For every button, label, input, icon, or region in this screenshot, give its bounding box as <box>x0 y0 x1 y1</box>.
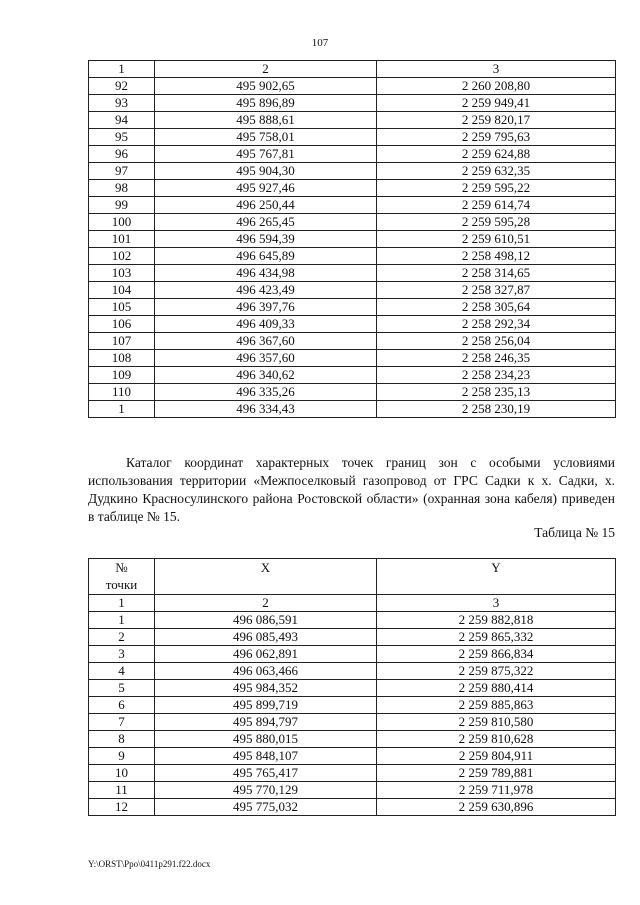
x-coordinate-cell: 496 265,45 <box>155 214 377 231</box>
x-coordinate-cell: 495 767,81 <box>155 146 377 163</box>
table-row <box>89 782 616 799</box>
table-row <box>89 629 616 646</box>
table-row <box>89 350 616 367</box>
table-row <box>89 146 616 163</box>
x-coordinate-cell: 496 250,44 <box>155 197 377 214</box>
point-number-cell: 93 <box>89 95 155 112</box>
x-coordinate-cell: 496 062,891 <box>155 646 377 663</box>
point-number-cell: 94 <box>89 112 155 129</box>
x-coordinate-cell: 496 085,493 <box>155 629 377 646</box>
y-coordinate-cell: 2 259 789,881 <box>377 765 616 782</box>
table-row <box>89 129 616 146</box>
y-coordinate-cell: 2 258 256,04 <box>377 333 616 350</box>
y-coordinate-cell: 2 260 208,80 <box>377 78 616 95</box>
x-coordinate-cell: 495 984,352 <box>155 680 377 697</box>
y-coordinate-cell: 2 259 632,35 <box>377 163 616 180</box>
table-row <box>89 367 616 384</box>
y-coordinate-cell: 2 259 866,834 <box>377 646 616 663</box>
point-number-cell: 97 <box>89 163 155 180</box>
y-coordinate-cell: 2 258 234,23 <box>377 367 616 384</box>
point-number-header <box>89 559 155 595</box>
point-number-cell: 96 <box>89 146 155 163</box>
coordinates-table-continued <box>88 60 616 418</box>
x-coordinate-cell: 495 902,65 <box>155 78 377 95</box>
y-coordinate-cell: 2 258 246,35 <box>377 350 616 367</box>
point-number-cell: 8 <box>89 731 155 748</box>
x-coordinate-cell: 496 367,60 <box>155 333 377 350</box>
y-coordinate-cell: 2 258 305,64 <box>377 299 616 316</box>
y-coordinate-cell: 2 259 804,911 <box>377 748 616 765</box>
point-number-header-line1: № <box>115 560 128 575</box>
x-coordinate-cell: 496 335,26 <box>155 384 377 401</box>
col-index-1: 1 <box>89 61 155 78</box>
y-coordinate-cell: 2 259 610,51 <box>377 231 616 248</box>
table-row <box>89 646 616 663</box>
y-coordinate-cell: 2 258 327,87 <box>377 282 616 299</box>
table-row <box>89 197 616 214</box>
point-number-cell: 99 <box>89 197 155 214</box>
x-coordinate-cell: 496 397,76 <box>155 299 377 316</box>
y-header: Y <box>377 559 616 595</box>
table-row <box>89 799 616 816</box>
y-coordinate-cell: 2 259 949,41 <box>377 95 616 112</box>
x-coordinate-cell: 495 848,107 <box>155 748 377 765</box>
footer-file-path: Y:\ORST\Ppo\0411p291.f22.docx <box>88 859 211 869</box>
y-coordinate-cell: 2 259 880,414 <box>377 680 616 697</box>
point-number-cell: 11 <box>89 782 155 799</box>
table-body <box>89 612 616 816</box>
y-coordinate-cell: 2 259 595,28 <box>377 214 616 231</box>
point-number-cell: 9 <box>89 748 155 765</box>
y-coordinate-cell: 2 259 810,580 <box>377 714 616 731</box>
table-index-row <box>89 595 616 612</box>
table-row <box>89 401 616 418</box>
table-row <box>89 282 616 299</box>
table-row <box>89 231 616 248</box>
table-header-row <box>89 61 616 78</box>
x-coordinate-cell: 495 904,30 <box>155 163 377 180</box>
table-row <box>89 316 616 333</box>
page-number: 107 <box>311 37 329 49</box>
x-coordinate-cell: 495 770,129 <box>155 782 377 799</box>
point-number-cell: 105 <box>89 299 155 316</box>
x-coordinate-cell: 496 357,60 <box>155 350 377 367</box>
point-number-cell: 1 <box>89 612 155 629</box>
point-number-cell: 108 <box>89 350 155 367</box>
point-number-cell: 100 <box>89 214 155 231</box>
y-coordinate-cell: 2 259 865,332 <box>377 629 616 646</box>
table-caption: Таблица № 15 <box>534 525 615 540</box>
col-index-2: 2 <box>155 595 377 612</box>
x-coordinate-cell: 496 423,49 <box>155 282 377 299</box>
x-header: X <box>155 559 377 595</box>
table-row <box>89 697 616 714</box>
table-row <box>89 333 616 350</box>
point-number-header-line2: точки <box>105 577 138 592</box>
table-row <box>89 299 616 316</box>
point-number-cell: 5 <box>89 680 155 697</box>
col-index-1: 1 <box>89 595 155 612</box>
table-row <box>89 95 616 112</box>
table-row <box>89 265 616 282</box>
point-number-cell: 1 <box>89 401 155 418</box>
point-number-cell: 98 <box>89 180 155 197</box>
x-coordinate-cell: 496 409,33 <box>155 316 377 333</box>
y-coordinate-cell: 2 259 595,22 <box>377 180 616 197</box>
x-coordinate-cell: 495 896,89 <box>155 95 377 112</box>
table-row <box>89 748 616 765</box>
table-row <box>89 163 616 180</box>
x-coordinate-cell: 495 899,719 <box>155 697 377 714</box>
x-coordinate-cell: 495 880,015 <box>155 731 377 748</box>
y-coordinate-cell: 2 258 498,12 <box>377 248 616 265</box>
x-coordinate-cell: 496 334,43 <box>155 401 377 418</box>
point-number-cell: 107 <box>89 333 155 350</box>
x-coordinate-cell: 495 775,032 <box>155 799 377 816</box>
point-number-cell: 103 <box>89 265 155 282</box>
table-row <box>89 384 616 401</box>
table-row <box>89 765 616 782</box>
table-row <box>89 612 616 629</box>
y-coordinate-cell: 2 258 314,65 <box>377 265 616 282</box>
y-coordinate-cell: 2 259 614,74 <box>377 197 616 214</box>
x-coordinate-cell: 495 765,417 <box>155 765 377 782</box>
table-header-row <box>89 559 616 595</box>
point-number-cell: 12 <box>89 799 155 816</box>
point-number-cell: 6 <box>89 697 155 714</box>
point-number-cell: 106 <box>89 316 155 333</box>
point-number-cell: 10 <box>89 765 155 782</box>
table-row <box>89 180 616 197</box>
y-coordinate-cell: 2 258 235,13 <box>377 384 616 401</box>
x-coordinate-cell: 496 645,89 <box>155 248 377 265</box>
col-index-2: 2 <box>155 61 377 78</box>
x-coordinate-cell: 495 927,46 <box>155 180 377 197</box>
y-coordinate-cell: 2 258 292,34 <box>377 316 616 333</box>
x-coordinate-cell: 495 894,797 <box>155 714 377 731</box>
point-number-cell: 110 <box>89 384 155 401</box>
point-number-cell: 4 <box>89 663 155 680</box>
y-coordinate-cell: 2 259 795,63 <box>377 129 616 146</box>
table-row <box>89 248 616 265</box>
table-row <box>89 731 616 748</box>
table-row <box>89 663 616 680</box>
table-row <box>89 214 616 231</box>
y-coordinate-cell: 2 259 711,978 <box>377 782 616 799</box>
table-row <box>89 78 616 95</box>
x-coordinate-cell: 496 086,591 <box>155 612 377 629</box>
point-number-cell: 102 <box>89 248 155 265</box>
x-coordinate-cell: 495 888,61 <box>155 112 377 129</box>
col-index-3: 3 <box>377 61 616 78</box>
point-number-cell: 2 <box>89 629 155 646</box>
col-index-3: 3 <box>377 595 616 612</box>
point-number-cell: 109 <box>89 367 155 384</box>
x-coordinate-cell: 496 594,39 <box>155 231 377 248</box>
y-coordinate-cell: 2 258 230,19 <box>377 401 616 418</box>
point-number-cell: 95 <box>89 129 155 146</box>
y-coordinate-cell: 2 259 875,322 <box>377 663 616 680</box>
x-coordinate-cell: 496 063,466 <box>155 663 377 680</box>
y-coordinate-cell: 2 259 624,88 <box>377 146 616 163</box>
x-coordinate-cell: 495 758,01 <box>155 129 377 146</box>
x-coordinate-cell: 496 340,62 <box>155 367 377 384</box>
table-body <box>89 78 616 418</box>
table-row <box>89 680 616 697</box>
y-coordinate-cell: 2 259 885,863 <box>377 697 616 714</box>
point-number-cell: 7 <box>89 714 155 731</box>
point-number-cell: 3 <box>89 646 155 663</box>
x-coordinate-cell: 496 434,98 <box>155 265 377 282</box>
y-coordinate-cell: 2 259 882,818 <box>377 612 616 629</box>
point-number-cell: 104 <box>89 282 155 299</box>
point-number-cell: 101 <box>89 231 155 248</box>
catalog-description: Каталог координат характерных точек границ зон с особыми условиями использования территории «Межпоселковый газопровод от ГРС Садки к х. Садки, х. Дудкино Красносулинского района Ростовской области» (охранная зона кабеля) приведен в таблице № 15. <box>88 455 615 524</box>
y-coordinate-cell: 2 259 630,896 <box>377 799 616 816</box>
coordinates-table-15 <box>88 558 616 816</box>
y-coordinate-cell: 2 259 820,17 <box>377 112 616 129</box>
table-row <box>89 714 616 731</box>
y-coordinate-cell: 2 259 810,628 <box>377 731 616 748</box>
table-row <box>89 112 616 129</box>
point-number-cell: 92 <box>89 78 155 95</box>
